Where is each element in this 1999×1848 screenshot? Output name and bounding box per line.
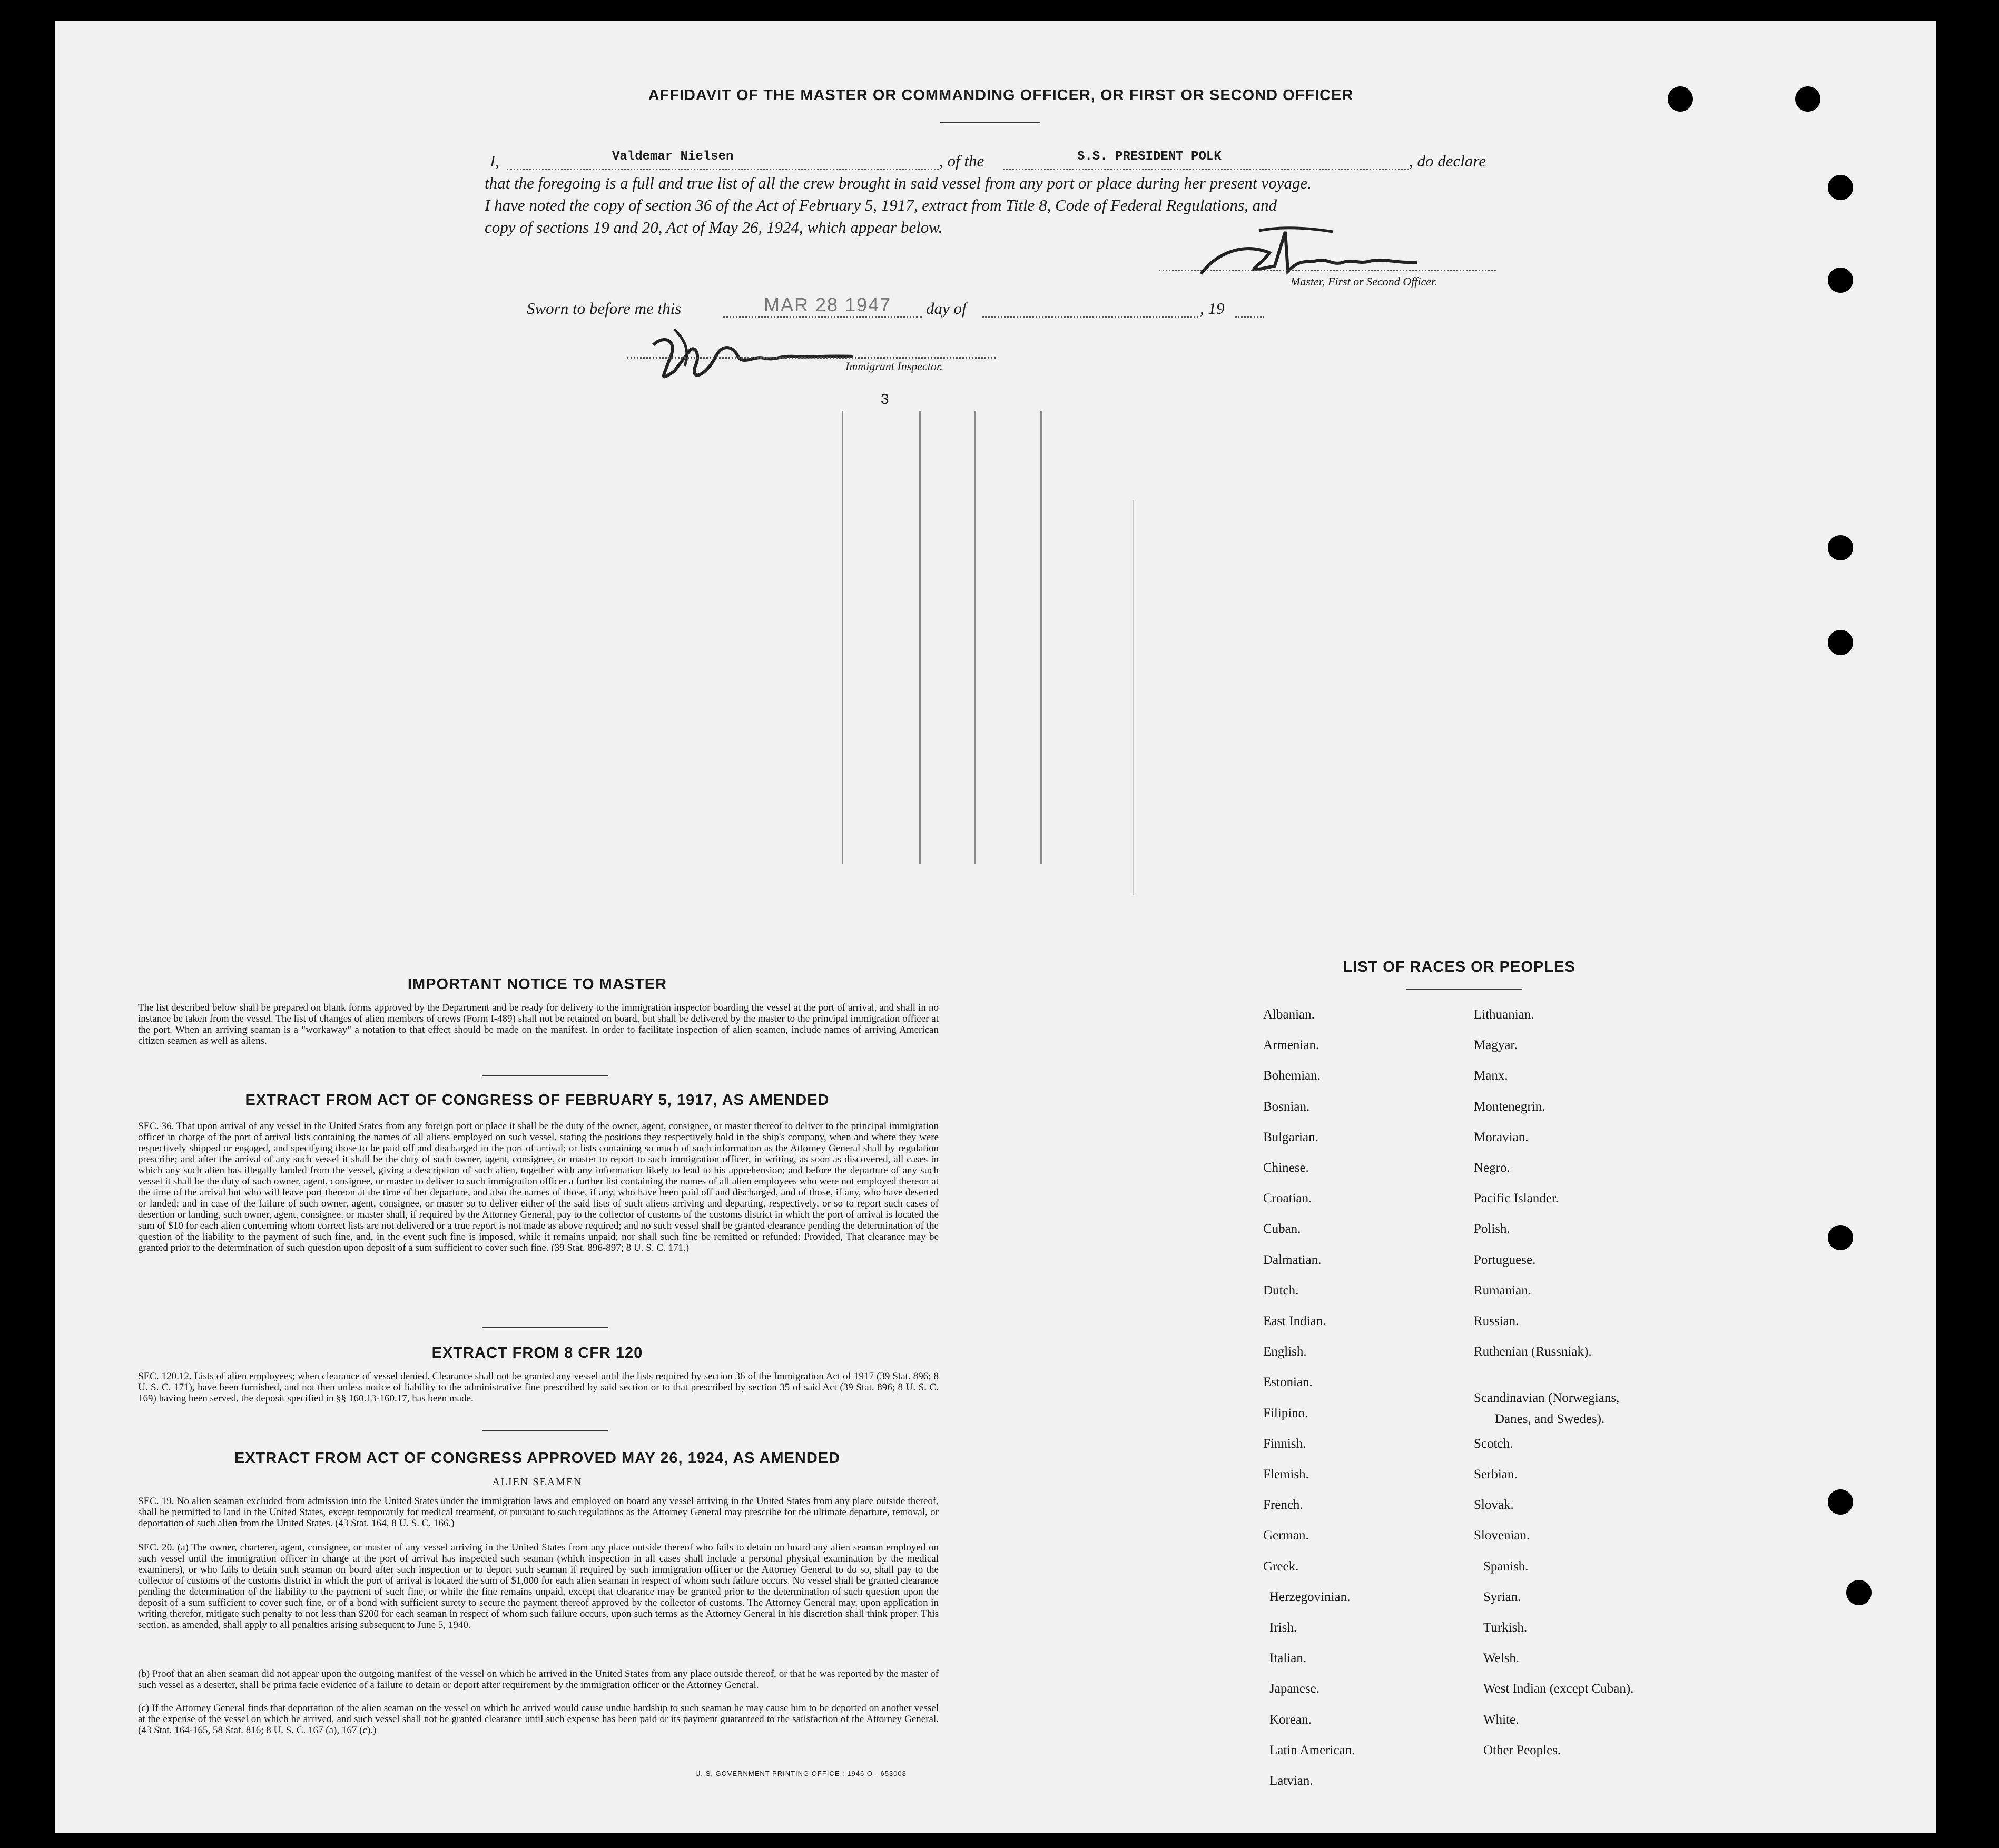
race-item: Other Peoples.	[1483, 1743, 1561, 1757]
race-item: Serbian.	[1474, 1467, 1518, 1481]
race-item: Irish.	[1269, 1620, 1297, 1635]
column-line	[974, 411, 976, 864]
race-item: Spanish.	[1483, 1559, 1529, 1574]
vessel-name-field[interactable]	[1003, 152, 1409, 170]
date-stamp: MAR 28 1947	[764, 294, 892, 315]
race-item: Herzegovinian.	[1269, 1589, 1351, 1604]
extract-1924-sec19: SEC. 19. No alien seaman excluded from admission into the United States under the immigration laws and employed on board any vessel arriving in the United States from any place outside thereof, shall be permitted to land in the United States, except temporarily for medical treatment, or pursuant to such regulations as the Attorney General may prescribe for the ultimate departure, removal, or deportation of such alien from the United States. (43 Stat. 164, 8 U. S. C. 166.)	[138, 1496, 939, 1529]
do-declare-label: , do declare	[1409, 152, 1486, 170]
race-item: Chinese.	[1263, 1161, 1309, 1175]
sworn-day-field[interactable]	[723, 294, 922, 318]
race-item: English.	[1263, 1345, 1307, 1359]
extract-cfr-text: SEC. 120.12. Lists of alien employees; when clearance of vessel denied. Clearance shall not be granted any vessel until the lists required by section 36 of the Immigration Act of 1917 (39 Stat. 896; 8 U. S. C. 171), have been furnished, and not then unless notice of liability to the administrative fine prescribed by said section or to that prescribed by section 35 of said Act (39 Stat. 896; 8 U. S. C. 169) having been served, the deposit specified in §§ 160.13-160.17, has been made.	[138, 1371, 939, 1404]
affidavit-title: AFFIDAVIT OF THE MASTER OR COMMANDING OFFICER, OR FIRST OR SECOND OFFICER	[648, 87, 1354, 104]
race-item: Portuguese.	[1474, 1252, 1536, 1267]
race-item: Korean.	[1269, 1712, 1312, 1727]
sworn-month-field[interactable]	[982, 299, 1198, 318]
race-item: Scotch.	[1474, 1436, 1513, 1451]
race-item: Scandinavian (Norwegians,	[1474, 1390, 1620, 1405]
race-item: Danes, and Swedes).	[1495, 1412, 1605, 1427]
race-item: Filipino.	[1263, 1406, 1308, 1420]
column-line	[919, 411, 921, 864]
extract-1917-title: EXTRACT FROM ACT OF CONGRESS OF FEBRUARY 5, 1917, AS AMENDED	[245, 1092, 830, 1109]
race-item: Ruthenian (Russniak).	[1474, 1345, 1592, 1359]
column-line	[1133, 500, 1134, 895]
race-item: Pacific Islander.	[1474, 1191, 1559, 1206]
race-item: French.	[1263, 1498, 1303, 1513]
race-item: Japanese.	[1269, 1682, 1320, 1696]
race-item: Slovak.	[1474, 1498, 1514, 1513]
punch-hole	[1828, 630, 1853, 655]
race-item: Syrian.	[1483, 1589, 1521, 1604]
column-line	[842, 411, 843, 864]
sworn-label: Sworn to before me this	[527, 299, 682, 318]
race-item: Manx.	[1474, 1069, 1508, 1083]
races-rule	[1406, 989, 1522, 990]
race-item: White.	[1483, 1712, 1519, 1727]
race-item: Bulgarian.	[1263, 1130, 1318, 1144]
race-item: Moravian.	[1474, 1130, 1529, 1144]
master-signature-line[interactable]	[1159, 264, 1496, 271]
inspector-label: Immigrant Inspector.	[845, 360, 943, 373]
extract-1924-sec20c: (c) If the Attorney General finds that deportation of the alien seaman on the vessel on which he arrived would cause undue hardship to such seaman he may cause him to be deported on another vessel at the expense of the vessel on which he arrived, and such vessel shall not be granted clearance until such expense has been paid or its payment guaranteed to the satisfaction of the Attorney General. (43 Stat. 164-165, 58 Stat. 816; 8 U. S. C. 167 (a), 167 (c).)	[138, 1703, 939, 1736]
printer-line: U. S. GOVERNMENT PRINTING OFFICE : 1946 O - 653008	[695, 1770, 907, 1777]
affidavit-line-3: I have noted the copy of section 36 of the Act of February 5, 1917, extract from Title 8, Code of Federal Regulations, and	[485, 196, 1277, 214]
year-label: , 19	[1200, 299, 1225, 318]
race-item: Finnish.	[1263, 1436, 1306, 1451]
extract-1917-text: SEC. 36. That upon arrival of any vessel in the United States from any foreign port or place it shall be the duty of the owner, agent, consignee, or master thereof to deliver to the principal immigration officer in charge of the port of arrival lists containing the names of all aliens employed on such vessel, stating the positions they respectively hold in the ship's company, when and where they were respectively shipped or engaged, and specifying those to be paid off and discharged in the port of arrival; or lists containing so much of such information as the Attorney General shall by regulation prescribe; and after the arrival of any such vessel it shall be the duty of such owner, agent, consignee, or master to report to such immigration officer, in writing, as soon as discovered, all cases in which any such alien has illegally landed from the vessel, giving a description of such alien, together with any information likely to lead to his apprehension; and before the departure of any such vessel it shall be the duty of such owner, agent, consignee, or master to deliver to such immigration officer a further list containing the names of all alien employees who were not employed thereon at the time of the arrival but who will leave port thereon at the time of her departure, and also the names of those, if any, who have been paid off and discharged, and of those, if any, who have deserted or landed; and in case of the failure of such owner, agent, consignee, or master so to deliver either of the said lists of such aliens arriving and departing, respectively, or so to report such cases of desertion or landing, such owner, agent, consignee, or master shall, if required by the Attorney General, pay to the collector of customs of the customs district in which the port of arrival is located the sum of $10 for each alien concerning whom correct lists are not delivered or a true report is not made as above required; and no such vessel shall be granted clearance pending the determination of the question of the liability to the payment of such fine, and, in the event such fine is imposed, while it remains unpaid; nor shall such fine be remitted or refunded: Provided, That clearance may be granted prior to the determination of such question upon deposit of a sum sufficient to cover such fine. (39 Stat. 896-897; 8 U. S. C. 171.)	[138, 1121, 939, 1253]
of-the-label: , of the	[939, 152, 984, 170]
race-item: Armenian.	[1263, 1038, 1319, 1053]
race-item: Croatian.	[1263, 1191, 1312, 1206]
race-item: Montenegrin.	[1474, 1099, 1545, 1114]
inspector-signature-line[interactable]	[627, 352, 996, 359]
punch-hole	[1668, 86, 1693, 112]
sworn-year-field[interactable]	[1235, 299, 1264, 318]
race-item: Turkish.	[1483, 1620, 1528, 1635]
vessel-name-value: S.S. PRESIDENT POLK	[1077, 150, 1222, 164]
title-rule	[940, 122, 1040, 123]
race-item: Magyar.	[1474, 1038, 1518, 1053]
master-label: Master, First or Second Officer.	[1291, 275, 1437, 288]
race-item: Welsh.	[1483, 1651, 1520, 1666]
race-item: German.	[1263, 1528, 1309, 1543]
race-item: Greek.	[1263, 1559, 1299, 1574]
race-item: Bohemian.	[1263, 1069, 1321, 1083]
race-item: Negro.	[1474, 1161, 1510, 1175]
punch-hole	[1795, 86, 1820, 112]
extract-1924-sec20a: SEC. 20. (a) The owner, charterer, agent, consignee, or master of any vessel arriving in the United States from any place outside thereof who fails to detain on board any alien seaman employed on such vessel until the immigration officer in charge at the port of arrival has inspected such seaman (which inspection in all cases shall include a personal physical examination by the medical examiners), or who fails to detain such seaman on board after such inspection or to deport such seaman if required by such immigration officer or the Attorney General to do so, shall pay to the collector of customs of the customs district in which the port of arrival is located the sum of $1,000 for each alien seaman in respect of whom such failure occurs. No vessel shall be granted clearance pending the determination of the liability to the payment of such fine, or while the fine remains unpaid, except that clearance may be granted prior to the determination of such question upon the deposit of a sum sufficient to cover such fine, or of a bond with sufficient surety to secure the payment thereof approved by the collector of customs. The Attorney General may, upon application in writing therefor, mitigate such penalty to not less than $200 for each seaman in respect of whom such failure occurs, upon such terms as the Attorney General in his discretion shall think proper. This section, as amended, shall apply to all penalties arising subsequent to June 5, 1940.	[138, 1542, 939, 1630]
race-item: Cuban.	[1263, 1222, 1301, 1237]
punch-hole	[1828, 1489, 1853, 1515]
punch-hole	[1828, 535, 1853, 560]
alien-seamen-subtitle: ALIEN SEAMEN	[492, 1476, 583, 1488]
race-item: Russian.	[1474, 1314, 1519, 1328]
race-item: Bosnian.	[1263, 1099, 1310, 1114]
race-item: Rumanian.	[1474, 1283, 1532, 1298]
race-item: Albanian.	[1263, 1007, 1315, 1022]
extract-cfr-title: EXTRACT FROM 8 CFR 120	[431, 1345, 643, 1361]
extract-1924-title: EXTRACT FROM ACT OF CONGRESS APPROVED MAY 26, 1924, AS AMENDED	[234, 1450, 841, 1467]
race-item: Slovenian.	[1474, 1528, 1530, 1543]
section-rule	[482, 1075, 608, 1076]
race-item: Estonian.	[1263, 1375, 1313, 1390]
race-item: Italian.	[1269, 1651, 1307, 1666]
section-rule	[482, 1430, 608, 1431]
officer-name-value: Valdemar Nielsen	[612, 150, 734, 164]
notice-text: The list described below shall be prepared on blank forms approved by the Department and be ready for delivery to the immigration inspector boarding the vessel at the port of arrival, and shall in no instance be taken from the vessel. The list of changes of alien members of crews (Form I-489) shall not be retained on board, but shall be delivered by the master to the principal immigration officer at the port. When an arriving seaman is a "workaway" a notation to that effect should be made on the manifest. In order to facilitate inspection of alien seamen, include names of arriving American citizen seamen as well as aliens.	[138, 1002, 939, 1046]
punch-hole	[1828, 1225, 1853, 1250]
race-item: Polish.	[1474, 1222, 1510, 1237]
affidavit-line-2: that the foregoing is a full and true list of all the crew brought in said vessel from any port or place during her present voyage.	[485, 174, 1312, 192]
extract-1924-sec20b: (b) Proof that an alien seaman did not appear upon the outgoing manifest of the vessel on which he arrived in the United States from any place outside thereof, or that he was reported by the master of such vessel as a deserter, shall be prima facie evidence of a failure to detain or deport after requirement by the immigration officer or the Attorney General.	[138, 1668, 939, 1691]
officer-name-field[interactable]	[507, 152, 939, 170]
punch-hole	[1828, 268, 1853, 293]
day-of-label: day of	[926, 299, 967, 318]
race-item: Dalmatian.	[1263, 1252, 1322, 1267]
affidavit-i-label: I,	[490, 152, 500, 170]
section-rule	[482, 1327, 608, 1328]
notice-title: IMPORTANT NOTICE TO MASTER	[407, 976, 667, 993]
race-item: Latvian.	[1269, 1774, 1313, 1788]
column-line	[1040, 411, 1042, 864]
race-item: Latin American.	[1269, 1743, 1355, 1757]
column-mark: 3	[881, 391, 889, 407]
race-item: Lithuanian.	[1474, 1007, 1534, 1022]
race-item: West Indian (except Cuban).	[1483, 1682, 1634, 1696]
punch-hole	[1828, 175, 1853, 200]
punch-hole	[1846, 1580, 1872, 1605]
affidavit-line-4: copy of sections 19 and 20, Act of May 26, 1924, which appear below.	[485, 218, 943, 236]
race-item: East Indian.	[1263, 1314, 1326, 1328]
race-item: Flemish.	[1263, 1467, 1309, 1481]
races-title: LIST OF RACES OR PEOPLES	[1343, 958, 1575, 975]
race-item: Dutch.	[1263, 1283, 1299, 1298]
